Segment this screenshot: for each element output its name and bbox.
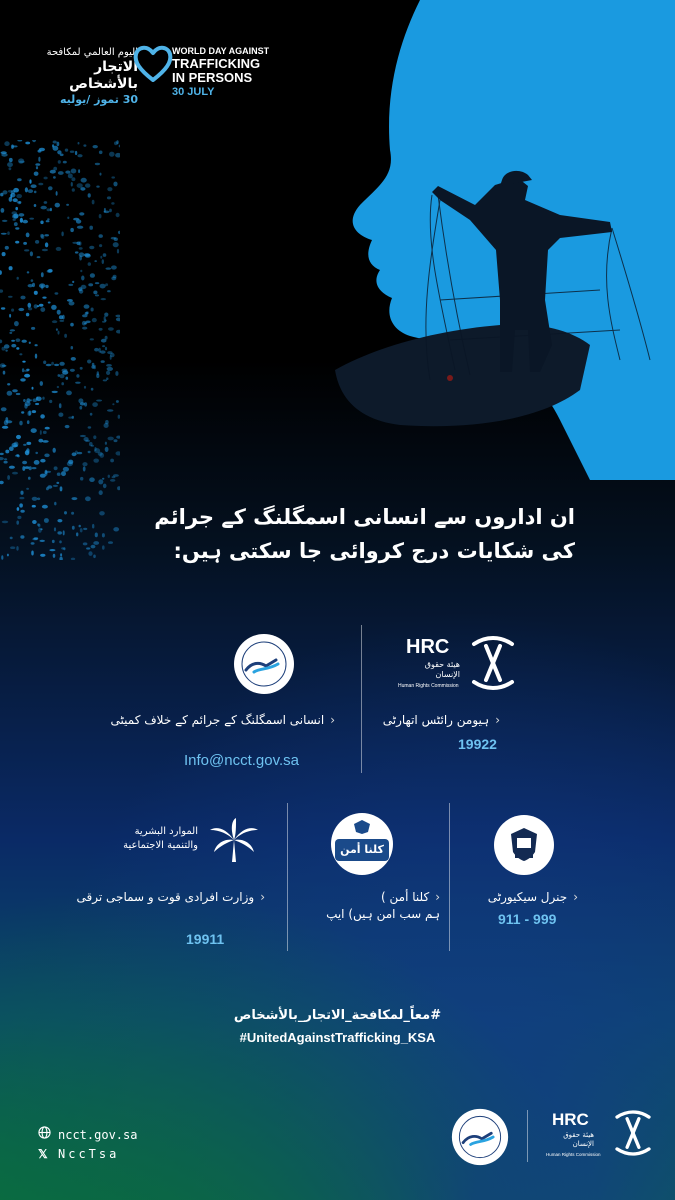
social-link[interactable] <box>38 1145 137 1164</box>
ncct-logo-icon <box>232 632 296 696</box>
general-security-logo-icon <box>493 814 555 876</box>
chevron-left-icon: ‹ <box>495 713 500 727</box>
row1-divider <box>361 625 362 773</box>
hashtag-arabic[interactable]: #معاً_لمكافحة_الاتجار_بالأشخاص <box>233 1008 442 1023</box>
kulluna-amn-logo <box>331 813 393 875</box>
website-link[interactable] <box>38 1126 137 1145</box>
hrc-label-text: ہیومن رائٹس اتھارٹی <box>382 713 490 727</box>
hrc-footer-logo-text: HRC <box>552 1110 589 1129</box>
hrsd-label <box>35 889 265 906</box>
campaign-ar-date: 30 تموز /يوليه <box>59 93 138 106</box>
kulluna-label-line2: ہم سب امن ہیں) ایپ <box>326 907 440 921</box>
hrc-footer-logo-ar1: هيئة حقوق <box>563 1131 594 1139</box>
hrc-footer-emblem-icon <box>612 1108 654 1158</box>
hrc-logo-ar1: هيئة حقوق <box>424 660 460 669</box>
security-label <box>458 889 578 906</box>
footer-links <box>38 1126 137 1164</box>
row2-divider-left <box>287 803 288 951</box>
chevron-left-icon: ‹ <box>260 890 265 904</box>
hashtag-english[interactable]: #UnitedAgainstTrafficking_KSA <box>239 1030 436 1045</box>
campaign-en-date: 30 JULY <box>172 86 215 98</box>
hrc-logo-ar2: الإنسان <box>435 670 460 679</box>
globe-icon <box>38 1126 52 1145</box>
headline-line1: ان اداروں سے انسانی اسمگلنگ کے جرائم <box>154 505 575 529</box>
hrc-footer-logo-en: Human Rights Commission <box>546 1152 601 1157</box>
campaign-ar-line2: الاتجار بالأشخاص <box>69 59 138 92</box>
hrc-logo <box>398 634 528 696</box>
campaign-ar-line1: اليوم العالمي لمكافحة <box>46 47 138 58</box>
chevron-left-icon: ‹ <box>573 890 578 904</box>
ncct-label <box>35 712 335 729</box>
ncct-footer-logo-icon <box>450 1107 510 1167</box>
hrc-footer-logo-ar2: الإنسان <box>572 1140 594 1148</box>
x-logo-icon: 𝕏 <box>38 1147 48 1161</box>
hrsd-logo-ar1: الموارد البشرية <box>134 826 198 837</box>
hrsd-label-text: وزارت افرادی قوت و سماجی ترقی <box>76 890 255 904</box>
kulluna-amn-emblem-icon <box>352 819 372 835</box>
chevron-left-icon: ‹ <box>435 890 440 904</box>
hrc-footer-logo <box>546 1108 656 1166</box>
hashtags <box>0 1005 675 1049</box>
hrc-logo-text: HRC <box>406 636 450 658</box>
campaign-en-line2b: IN PERSONS <box>172 70 253 85</box>
security-phone[interactable]: 911 - 999 <box>498 911 557 927</box>
row2-divider-right <box>449 803 450 951</box>
hrc-phone[interactable]: 19922 <box>458 736 497 752</box>
hrsd-phone[interactable]: 19911 <box>186 931 225 947</box>
security-label-text: جنرل سیکیورٹی <box>487 890 568 904</box>
kulluna-label <box>300 889 440 923</box>
campaign-title-arabic <box>38 46 138 107</box>
chevron-left-icon: ‹ <box>330 713 335 727</box>
hrsd-logo-ar2: والتنمية الاجتماعية <box>123 840 198 851</box>
headline <box>95 500 575 568</box>
ncct-email[interactable]: Info@ncct.gov.sa <box>184 752 300 769</box>
ncct-label-text: انسانی اسمگلنگ کے جرائم کے خلاف کمیٹی <box>110 713 325 727</box>
heart-outline-icon <box>130 40 176 86</box>
hrsd-palm-icon <box>208 818 260 864</box>
social-handle: NccTsa <box>58 1147 120 1161</box>
kulluna-amn-logo-text: كلنا أمن <box>335 839 389 861</box>
hrc-logo-en: Human Rights Commission <box>398 683 459 689</box>
campaign-title-english <box>172 46 269 99</box>
hrsd-logo <box>95 818 260 864</box>
campaign-en-line1: WORLD DAY AGAINST <box>172 46 270 56</box>
kulluna-label-line1: كلنا أمن ) <box>381 890 430 904</box>
hrc-emblem-icon <box>468 634 518 692</box>
footer-logo-divider <box>527 1110 528 1162</box>
hrc-label <box>320 712 500 729</box>
headline-line2: کی شکایات درج کروائی جا سکتی ہیں: <box>173 539 575 563</box>
website-text: ncct.gov.sa <box>58 1128 138 1142</box>
campaign-en-line2a: TRAFFICKING <box>172 56 261 71</box>
